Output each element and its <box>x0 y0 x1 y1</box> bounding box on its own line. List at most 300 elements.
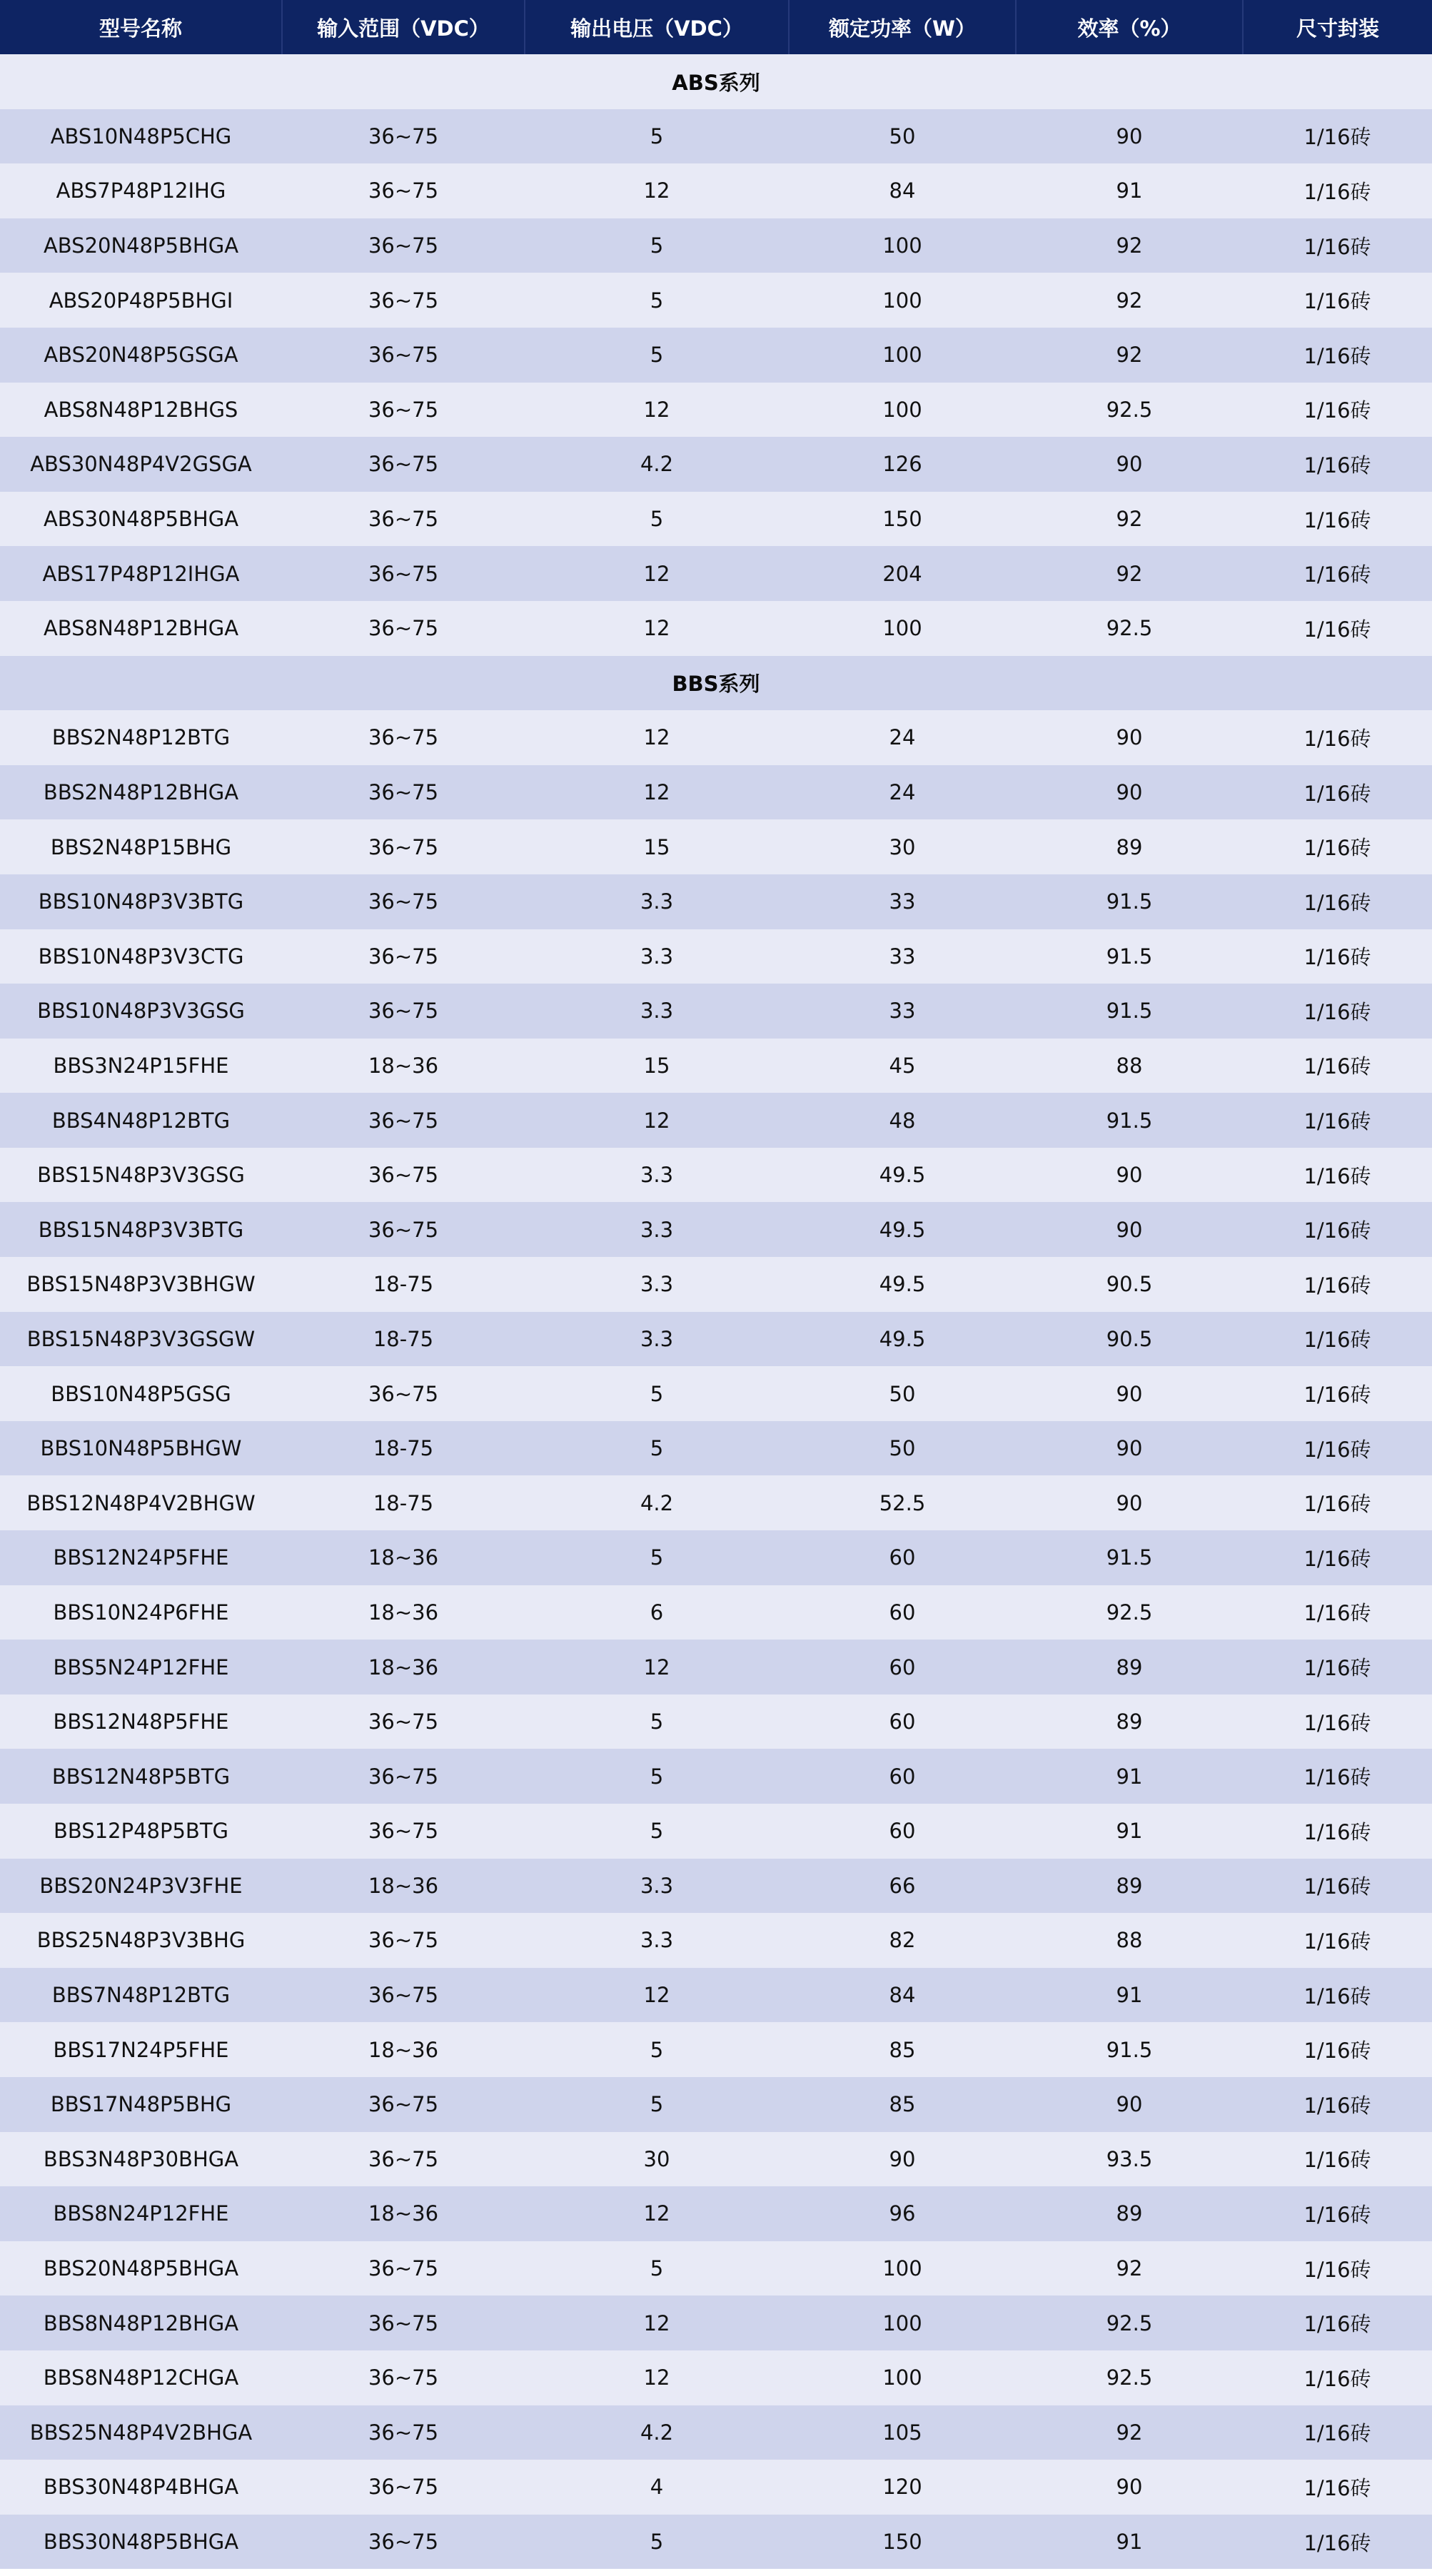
cell-model-name: BBS8N48P12CHGA <box>0 2350 282 2405</box>
cell-input-range: 18~36 <box>282 1640 525 1694</box>
cell-input-range: 36~75 <box>282 1148 525 1203</box>
cell-input-range: 36~75 <box>282 273 525 328</box>
cell-input-range: 36~75 <box>282 1913 525 1968</box>
cell-efficiency: 90 <box>1016 1475 1243 1530</box>
cell-output-voltage: 6 <box>525 1585 789 1640</box>
cell-rated-power: 96 <box>789 2186 1016 2241</box>
cell-model-name: BBS15N48P3V3BHGW <box>0 1257 282 1312</box>
cell-rated-power: 24 <box>789 710 1016 765</box>
cell-package-size: 1/16砖 <box>1243 1202 1432 1257</box>
cell-input-range: 36~75 <box>282 1749 525 1804</box>
table-row <box>0 1804 1432 1859</box>
table-row <box>0 765 1432 820</box>
cell-output-voltage: 12 <box>525 546 789 601</box>
table-row <box>0 437 1432 492</box>
cell-output-voltage: 12 <box>525 1640 789 1694</box>
cell-model-name: BBS4N48P12BTG <box>0 1093 282 1148</box>
cell-package-size: 1/16砖 <box>1243 1749 1432 1804</box>
cell-input-range: 36~75 <box>282 546 525 601</box>
cell-model-name: ABS20P48P5BHGI <box>0 273 282 328</box>
cell-model-name: BBS12N24P5FHE <box>0 1530 282 1585</box>
table-row <box>0 546 1432 601</box>
cell-efficiency: 90 <box>1016 2460 1243 2515</box>
cell-output-voltage: 5 <box>525 492 789 547</box>
cell-model-name: BBS15N48P3V3GSGW <box>0 1312 282 1367</box>
cell-efficiency: 90 <box>1016 2077 1243 2132</box>
cell-rated-power: 105 <box>789 2405 1016 2460</box>
cell-package-size: 1/16砖 <box>1243 1968 1432 2023</box>
cell-rated-power: 52.5 <box>789 1475 1016 1530</box>
cell-efficiency: 91.5 <box>1016 874 1243 929</box>
cell-output-voltage: 12 <box>525 2186 789 2241</box>
cell-input-range: 36~75 <box>282 218 525 273</box>
cell-input-range: 36~75 <box>282 1202 525 1257</box>
cell-package-size: 1/16砖 <box>1243 1804 1432 1859</box>
cell-input-range: 18-75 <box>282 1257 525 1312</box>
cell-output-voltage: 12 <box>525 383 789 438</box>
table-row <box>0 1913 1432 1968</box>
cell-model-name: BBS15N48P3V3GSG <box>0 1148 282 1203</box>
cell-model-name: BBS8N48P12BHGA <box>0 2295 282 2350</box>
cell-model-name: BBS10N48P5GSG <box>0 1366 282 1421</box>
cell-efficiency: 89 <box>1016 1694 1243 1749</box>
cell-input-range: 36~75 <box>282 601 525 656</box>
table-row <box>0 601 1432 656</box>
table-row <box>0 2460 1432 2515</box>
cell-package-size: 1/16砖 <box>1243 1475 1432 1530</box>
cell-input-range: 36~75 <box>282 1968 525 2023</box>
table-row <box>0 492 1432 547</box>
cell-output-voltage: 5 <box>525 2077 789 2132</box>
cell-efficiency: 91.5 <box>1016 1530 1243 1585</box>
table-row <box>0 2350 1432 2405</box>
cell-efficiency: 92.5 <box>1016 383 1243 438</box>
cell-efficiency: 92 <box>1016 273 1243 328</box>
cell-output-voltage: 15 <box>525 1039 789 1093</box>
cell-efficiency: 92 <box>1016 328 1243 383</box>
cell-input-range: 36~75 <box>282 2405 525 2460</box>
cell-rated-power: 48 <box>789 1093 1016 1148</box>
cell-input-range: 36~75 <box>282 874 525 929</box>
cell-package-size: 1/16砖 <box>1243 1530 1432 1585</box>
cell-output-voltage: 4 <box>525 2460 789 2515</box>
cell-model-name: BBS3N48P30BHGA <box>0 2132 282 2187</box>
cell-model-name: BBS20N24P3V3FHE <box>0 1859 282 1914</box>
cell-input-range: 36~75 <box>282 2460 525 2515</box>
cell-rated-power: 84 <box>789 163 1016 218</box>
cell-rated-power: 60 <box>789 1640 1016 1694</box>
table-row <box>0 1366 1432 1421</box>
cell-efficiency: 90 <box>1016 765 1243 820</box>
cell-rated-power: 204 <box>789 546 1016 601</box>
cell-input-range: 36~75 <box>282 163 525 218</box>
cell-efficiency: 92.5 <box>1016 1585 1243 1640</box>
cell-model-name: BBS15N48P3V3BTG <box>0 1202 282 1257</box>
cell-rated-power: 100 <box>789 218 1016 273</box>
cell-output-voltage: 3.3 <box>525 1257 789 1312</box>
cell-rated-power: 45 <box>789 1039 1016 1093</box>
cell-package-size: 1/16砖 <box>1243 929 1432 984</box>
cell-package-size: 1/16砖 <box>1243 601 1432 656</box>
table-row <box>0 1968 1432 2023</box>
cell-model-name: BBS8N24P12FHE <box>0 2186 282 2241</box>
cell-model-name: BBS12N48P5BTG <box>0 1749 282 1804</box>
cell-package-size: 1/16砖 <box>1243 2295 1432 2350</box>
cell-rated-power: 50 <box>789 1366 1016 1421</box>
cell-input-range: 36~75 <box>282 492 525 547</box>
cell-output-voltage: 3.3 <box>525 929 789 984</box>
column-header-efficiency: 效率（%） <box>1016 0 1243 54</box>
cell-input-range: 36~75 <box>282 109 525 164</box>
cell-rated-power: 60 <box>789 1585 1016 1640</box>
cell-input-range: 18~36 <box>282 1530 525 1585</box>
table-row <box>0 2405 1432 2460</box>
cell-model-name: BBS3N24P15FHE <box>0 1039 282 1093</box>
cell-efficiency: 90 <box>1016 109 1243 164</box>
table-row <box>0 1093 1432 1148</box>
cell-package-size: 1/16砖 <box>1243 1585 1432 1640</box>
table-row <box>0 1312 1432 1367</box>
cell-package-size: 1/16砖 <box>1243 218 1432 273</box>
cell-output-voltage: 4.2 <box>525 1475 789 1530</box>
cell-input-range: 36~75 <box>282 1093 525 1148</box>
cell-package-size: 1/16砖 <box>1243 984 1432 1039</box>
cell-output-voltage: 5 <box>525 1749 789 1804</box>
cell-efficiency: 91.5 <box>1016 929 1243 984</box>
cell-output-voltage: 5 <box>525 109 789 164</box>
cell-output-voltage: 12 <box>525 765 789 820</box>
cell-input-range: 18~36 <box>282 1585 525 1640</box>
column-header-rated-power: 额定功率（W） <box>789 0 1016 54</box>
cell-package-size: 1/16砖 <box>1243 1039 1432 1093</box>
cell-rated-power: 85 <box>789 2022 1016 2077</box>
cell-output-voltage: 5 <box>525 1694 789 1749</box>
cell-model-name: BBS10N24P6FHE <box>0 1585 282 1640</box>
table-row <box>0 383 1432 438</box>
cell-efficiency: 92.5 <box>1016 2350 1243 2405</box>
cell-rated-power: 60 <box>789 1694 1016 1749</box>
cell-output-voltage: 3.3 <box>525 1312 789 1367</box>
cell-package-size: 1/16砖 <box>1243 2241 1432 2296</box>
cell-rated-power: 49.5 <box>789 1148 1016 1203</box>
table-row <box>0 109 1432 164</box>
cell-rated-power: 100 <box>789 2350 1016 2405</box>
cell-input-range: 36~75 <box>282 2241 525 2296</box>
cell-input-range: 36~75 <box>282 1366 525 1421</box>
table-row <box>0 1749 1432 1804</box>
cell-package-size: 1/16砖 <box>1243 273 1432 328</box>
cell-efficiency: 88 <box>1016 1039 1243 1093</box>
cell-rated-power: 126 <box>789 437 1016 492</box>
table-row <box>0 1202 1432 1257</box>
cell-input-range: 36~75 <box>282 710 525 765</box>
cell-package-size: 1/16砖 <box>1243 1148 1432 1203</box>
cell-model-name: BBS10N48P3V3GSG <box>0 984 282 1039</box>
cell-input-range: 36~75 <box>282 437 525 492</box>
table-row <box>0 218 1432 273</box>
cell-model-name: BBS5N24P12FHE <box>0 1640 282 1694</box>
table-row <box>0 819 1432 874</box>
cell-model-name: BBS2N48P15BHG <box>0 819 282 874</box>
cell-rated-power: 50 <box>789 1421 1016 1476</box>
cell-package-size: 1/16砖 <box>1243 1257 1432 1312</box>
table-row <box>0 2515 1432 2570</box>
cell-rated-power: 120 <box>789 2460 1016 2515</box>
table-row <box>0 1475 1432 1530</box>
cell-model-name: ABS30N48P5BHGA <box>0 492 282 547</box>
cell-efficiency: 91.5 <box>1016 984 1243 1039</box>
cell-rated-power: 50 <box>789 109 1016 164</box>
cell-input-range: 36~75 <box>282 1694 525 1749</box>
table-row <box>0 2241 1432 2296</box>
table-row <box>0 1640 1432 1694</box>
cell-efficiency: 92 <box>1016 2241 1243 2296</box>
cell-input-range: 36~75 <box>282 1804 525 1859</box>
cell-model-name: BBS12P48P5BTG <box>0 1804 282 1859</box>
cell-output-voltage: 4.2 <box>525 437 789 492</box>
cell-efficiency: 90.5 <box>1016 1257 1243 1312</box>
cell-model-name: ABS7P48P12IHG <box>0 163 282 218</box>
cell-package-size: 1/16砖 <box>1243 2132 1432 2187</box>
cell-model-name: BBS12N48P4V2BHGW <box>0 1475 282 1530</box>
cell-rated-power: 100 <box>789 328 1016 383</box>
table-row <box>0 328 1432 383</box>
cell-input-range: 36~75 <box>282 2077 525 2132</box>
cell-model-name: BBS25N48P4V2BHGA <box>0 2405 282 2460</box>
cell-output-voltage: 30 <box>525 2132 789 2187</box>
cell-input-range: 36~75 <box>282 2132 525 2187</box>
cell-efficiency: 89 <box>1016 819 1243 874</box>
table-row <box>0 1694 1432 1749</box>
table-body <box>0 54 1432 2569</box>
cell-efficiency: 90.5 <box>1016 1312 1243 1367</box>
cell-rated-power: 60 <box>789 1804 1016 1859</box>
table-row <box>0 1257 1432 1312</box>
cell-rated-power: 33 <box>789 929 1016 984</box>
cell-package-size: 1/16砖 <box>1243 1694 1432 1749</box>
cell-package-size: 1/16砖 <box>1243 328 1432 383</box>
cell-package-size: 1/16砖 <box>1243 109 1432 164</box>
cell-output-voltage: 4.2 <box>525 2405 789 2460</box>
cell-output-voltage: 5 <box>525 328 789 383</box>
cell-rated-power: 100 <box>789 383 1016 438</box>
cell-package-size: 1/16砖 <box>1243 2460 1432 2515</box>
cell-package-size: 1/16砖 <box>1243 163 1432 218</box>
cell-rated-power: 60 <box>789 1530 1016 1585</box>
cell-efficiency: 91.5 <box>1016 1093 1243 1148</box>
cell-rated-power: 33 <box>789 984 1016 1039</box>
cell-output-voltage: 5 <box>525 1421 789 1476</box>
cell-efficiency: 89 <box>1016 1859 1243 1914</box>
cell-efficiency: 91 <box>1016 1749 1243 1804</box>
cell-output-voltage: 5 <box>525 2515 789 2570</box>
cell-efficiency: 90 <box>1016 437 1243 492</box>
cell-model-name: ABS30N48P4V2GSGA <box>0 437 282 492</box>
table-row <box>0 1148 1432 1203</box>
cell-efficiency: 91 <box>1016 2515 1243 2570</box>
cell-model-name: BBS30N48P4BHGA <box>0 2460 282 2515</box>
cell-model-name: BBS30N48P5BHGA <box>0 2515 282 2570</box>
cell-rated-power: 82 <box>789 1913 1016 1968</box>
cell-output-voltage: 12 <box>525 1968 789 2023</box>
cell-input-range: 36~75 <box>282 2350 525 2405</box>
cell-efficiency: 90 <box>1016 1421 1243 1476</box>
cell-package-size: 1/16砖 <box>1243 492 1432 547</box>
cell-efficiency: 90 <box>1016 1148 1243 1203</box>
cell-efficiency: 91 <box>1016 1968 1243 2023</box>
cell-rated-power: 66 <box>789 1859 1016 1914</box>
column-header-model-name: 型号名称 <box>0 0 282 54</box>
cell-efficiency: 92 <box>1016 2405 1243 2460</box>
cell-package-size: 1/16砖 <box>1243 2022 1432 2077</box>
table-row <box>0 273 1432 328</box>
cell-input-range: 18~36 <box>282 1039 525 1093</box>
cell-package-size: 1/16砖 <box>1243 1421 1432 1476</box>
column-header-input-range: 输入范围（VDC） <box>282 0 525 54</box>
table-row <box>0 2295 1432 2350</box>
table-row <box>0 1859 1432 1914</box>
section-title: ABS系列 <box>0 54 1432 109</box>
cell-package-size: 1/16砖 <box>1243 2077 1432 2132</box>
cell-package-size: 1/16砖 <box>1243 874 1432 929</box>
cell-package-size: 1/16砖 <box>1243 2405 1432 2460</box>
header-row <box>0 0 1432 54</box>
cell-model-name: BBS10N48P3V3CTG <box>0 929 282 984</box>
cell-efficiency: 91 <box>1016 163 1243 218</box>
cell-model-name: ABS10N48P5CHG <box>0 109 282 164</box>
table-row <box>0 874 1432 929</box>
cell-efficiency: 91 <box>1016 1804 1243 1859</box>
cell-output-voltage: 3.3 <box>525 874 789 929</box>
cell-model-name: ABS17P48P12IHGA <box>0 546 282 601</box>
cell-output-voltage: 5 <box>525 2022 789 2077</box>
cell-efficiency: 90 <box>1016 1202 1243 1257</box>
column-header-package-size: 尺寸封装 <box>1243 0 1432 54</box>
cell-efficiency: 92.5 <box>1016 601 1243 656</box>
section-header-row <box>0 54 1432 109</box>
cell-efficiency: 92 <box>1016 546 1243 601</box>
cell-rated-power: 100 <box>789 273 1016 328</box>
cell-rated-power: 60 <box>789 1749 1016 1804</box>
cell-efficiency: 92 <box>1016 218 1243 273</box>
cell-output-voltage: 12 <box>525 2350 789 2405</box>
cell-model-name: BBS17N24P5FHE <box>0 2022 282 2077</box>
cell-efficiency: 90 <box>1016 1366 1243 1421</box>
cell-output-voltage: 3.3 <box>525 1859 789 1914</box>
cell-efficiency: 91.5 <box>1016 2022 1243 2077</box>
cell-efficiency: 89 <box>1016 2186 1243 2241</box>
cell-input-range: 36~75 <box>282 765 525 820</box>
cell-package-size: 1/16砖 <box>1243 710 1432 765</box>
table-row <box>0 1039 1432 1093</box>
cell-rated-power: 30 <box>789 819 1016 874</box>
table-row <box>0 929 1432 984</box>
cell-rated-power: 150 <box>789 2515 1016 2570</box>
cell-rated-power: 33 <box>789 874 1016 929</box>
cell-rated-power: 49.5 <box>789 1257 1016 1312</box>
cell-model-name: ABS20N48P5BHGA <box>0 218 282 273</box>
table-row <box>0 1530 1432 1585</box>
table-row <box>0 984 1432 1039</box>
cell-input-range: 18~36 <box>282 1859 525 1914</box>
cell-input-range: 36~75 <box>282 2515 525 2570</box>
cell-model-name: BBS2N48P12BHGA <box>0 765 282 820</box>
cell-output-voltage: 5 <box>525 2241 789 2296</box>
column-header-output-voltage: 输出电压（VDC） <box>525 0 789 54</box>
cell-rated-power: 49.5 <box>789 1202 1016 1257</box>
cell-input-range: 18-75 <box>282 1475 525 1530</box>
cell-model-name: BBS12N48P5FHE <box>0 1694 282 1749</box>
table-row <box>0 163 1432 218</box>
cell-rated-power: 100 <box>789 601 1016 656</box>
cell-input-range: 18~36 <box>282 2022 525 2077</box>
cell-package-size: 1/16砖 <box>1243 2186 1432 2241</box>
table-row <box>0 2022 1432 2077</box>
cell-rated-power: 100 <box>789 2295 1016 2350</box>
table-row <box>0 1585 1432 1640</box>
cell-input-range: 36~75 <box>282 383 525 438</box>
cell-output-voltage: 5 <box>525 1366 789 1421</box>
cell-model-name: ABS8N48P12BHGS <box>0 383 282 438</box>
cell-efficiency: 89 <box>1016 1640 1243 1694</box>
cell-input-range: 18-75 <box>282 1421 525 1476</box>
cell-output-voltage: 5 <box>525 1804 789 1859</box>
cell-output-voltage: 12 <box>525 1093 789 1148</box>
table-row <box>0 710 1432 765</box>
cell-package-size: 1/16砖 <box>1243 765 1432 820</box>
cell-package-size: 1/16砖 <box>1243 546 1432 601</box>
cell-package-size: 1/16砖 <box>1243 437 1432 492</box>
table-row <box>0 2077 1432 2132</box>
table-row <box>0 2132 1432 2187</box>
cell-input-range: 36~75 <box>282 2295 525 2350</box>
cell-rated-power: 90 <box>789 2132 1016 2187</box>
cell-input-range: 36~75 <box>282 819 525 874</box>
cell-output-voltage: 3.3 <box>525 984 789 1039</box>
cell-output-voltage: 5 <box>525 218 789 273</box>
cell-output-voltage: 12 <box>525 710 789 765</box>
cell-input-range: 18~36 <box>282 2186 525 2241</box>
cell-package-size: 1/16砖 <box>1243 1640 1432 1694</box>
table-header <box>0 0 1432 54</box>
cell-rated-power: 85 <box>789 2077 1016 2132</box>
cell-package-size: 1/16砖 <box>1243 1093 1432 1148</box>
cell-output-voltage: 5 <box>525 1530 789 1585</box>
cell-model-name: BBS10N48P3V3BTG <box>0 874 282 929</box>
table-row <box>0 2186 1432 2241</box>
cell-efficiency: 92.5 <box>1016 2295 1243 2350</box>
cell-efficiency: 92 <box>1016 492 1243 547</box>
cell-output-voltage: 5 <box>525 273 789 328</box>
cell-rated-power: 24 <box>789 765 1016 820</box>
cell-rated-power: 150 <box>789 492 1016 547</box>
section-header-row <box>0 656 1432 711</box>
cell-output-voltage: 12 <box>525 2295 789 2350</box>
cell-rated-power: 84 <box>789 1968 1016 2023</box>
cell-model-name: BBS7N48P12BTG <box>0 1968 282 2023</box>
cell-output-voltage: 12 <box>525 601 789 656</box>
cell-input-range: 18-75 <box>282 1312 525 1367</box>
cell-output-voltage: 12 <box>525 163 789 218</box>
cell-output-voltage: 15 <box>525 819 789 874</box>
cell-rated-power: 100 <box>789 2241 1016 2296</box>
cell-package-size: 1/16砖 <box>1243 1859 1432 1914</box>
table-row <box>0 1421 1432 1476</box>
cell-model-name: BBS20N48P5BHGA <box>0 2241 282 2296</box>
cell-package-size: 1/16砖 <box>1243 1366 1432 1421</box>
cell-input-range: 36~75 <box>282 328 525 383</box>
cell-model-name: BBS2N48P12BTG <box>0 710 282 765</box>
